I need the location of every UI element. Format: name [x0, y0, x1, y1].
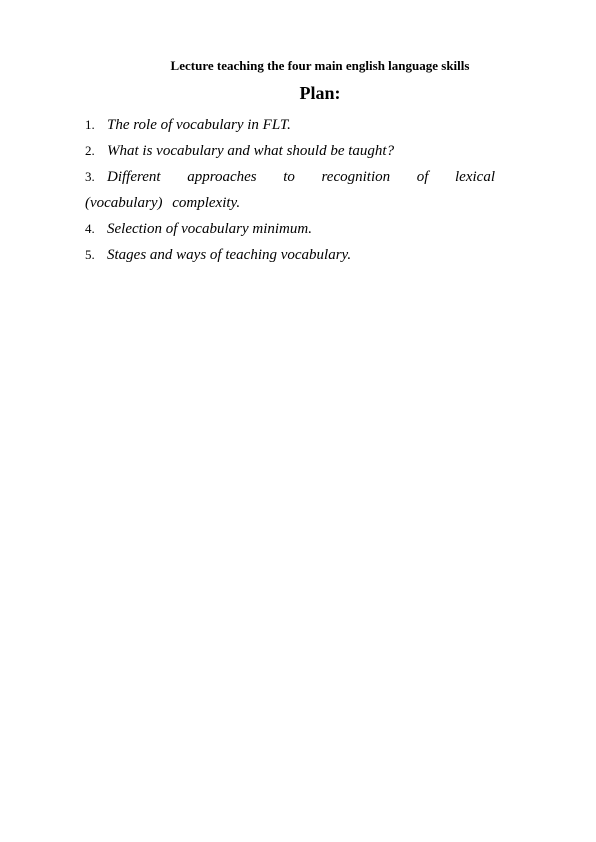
document-title: Lecture teaching the four main english language skills [170, 58, 470, 73]
plan-item-text: Selection of vocabulary minimum. [107, 221, 312, 237]
plan-item-number: 3. [85, 169, 95, 184]
plan-item-3 [85, 164, 495, 216]
plan-item-text: The role of vocabulary in FLT. [107, 117, 291, 133]
plan-item-text: Different approaches to recognition of lexical (vocabulary) complexity. [85, 169, 495, 211]
plan-heading: Plan: [299, 83, 341, 103]
plan-item-4 [85, 216, 495, 242]
plan-list [85, 112, 495, 268]
plan-item-5 [85, 242, 495, 268]
plan-item-2 [85, 138, 495, 164]
plan-item-text: What is vocabulary and what should be taught? [107, 143, 395, 159]
plan-item-number: 1. [85, 117, 95, 132]
plan-item-text: Stages and ways of teaching vocabulary. [107, 247, 352, 263]
plan-item-number: 4. [85, 221, 95, 236]
plan-item-number: 2. [85, 143, 95, 158]
plan-item-1 [85, 112, 495, 138]
plan-item-number: 5. [85, 247, 95, 262]
